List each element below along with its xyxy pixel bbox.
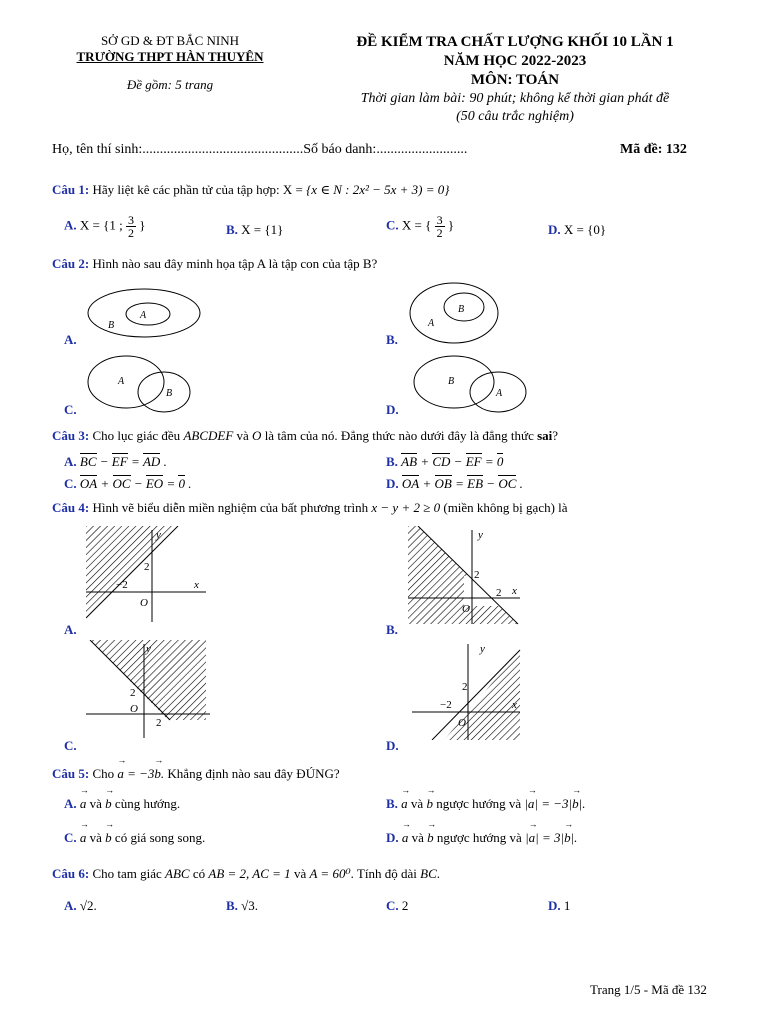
option-letter: B. [386,454,398,469]
q1-set: {x ∈ N : 2x² − 5x + 3) = 0} [306,182,450,197]
q5-va: và [89,830,102,845]
page-count: Đề gồm: 5 trang [126,77,214,92]
graph-d [408,640,524,740]
set-label: A [428,318,435,329]
fraction [126,214,136,239]
svg-text:O: O [140,597,148,609]
frac-den: 2 [436,226,443,240]
svg-text:y: y [156,529,161,541]
option-letter: D. [386,830,399,845]
option-letter: B. [386,796,398,811]
q1-option-c [386,214,454,239]
option-letter: D. [386,476,399,491]
exam-code: Mã đề: 132 [620,142,687,157]
q3-qmark: ? [552,428,559,443]
svg-text:2: 2 [462,681,468,693]
graph-c [86,640,212,740]
q6-triangle: ABC [165,866,190,881]
q1-text: Hãy liệt kê các phần tử của tập hợp: X = [92,182,303,197]
q4-option-c: C. [64,738,77,753]
venn-diagram-c [84,354,194,416]
q3-hexagon: ABCDEF [183,428,234,443]
set-label: A [496,388,503,399]
svg-text:y: y [146,643,151,655]
svg-text:y: y [478,529,483,541]
svg-text:x: x [194,579,199,591]
q3-text: Cho lục giác đều [92,428,181,443]
q2-option-a: A. [64,332,77,347]
svg-text:O: O [462,603,470,615]
option-letter: C. [386,217,399,233]
set-label: B [166,388,173,399]
option-letter: B. [226,222,238,237]
q6-angle: A = 60⁰ [309,866,351,881]
option-text: X = {0} [563,222,607,237]
q6-text: . Tính độ dài [350,866,417,881]
set-label: B [448,376,455,387]
q5-text: Khẳng định nào sau đây ĐÚNG? [167,766,340,781]
option-letter: D. [548,222,561,237]
q6-line: Câu 6: Cho tam giác ABC có AB = 2, AC = 1 và A = 60⁰. Tính độ dài BC. [52,866,440,881]
q3-keyword: sai [537,428,553,443]
q6-text: Cho tam giác [92,866,162,881]
q3-option-d: D. OA + OB = EB − OC . [386,476,523,491]
option-letter: A. [64,796,77,811]
svg-text:−2: −2 [116,579,128,591]
venn-diagram-a [82,286,222,346]
subject: MÔN: TOÁN [470,72,560,88]
q5-va: và [89,796,102,811]
q2-line [52,256,377,272]
q3-label: Câu 3: [52,428,90,443]
venn-diagram-d [408,354,532,416]
q4-option-d: D. [386,738,399,753]
q5-va: và [411,830,424,845]
q6-label: Câu 6: [52,866,90,881]
option-text: √3. [241,898,259,913]
option-text: ngược hướng và [436,796,522,811]
option-letter: C. [64,830,77,845]
q1-line [52,182,449,198]
svg-text:2: 2 [144,561,150,573]
option-text: X = {1 ; [79,217,123,233]
svg-text:2: 2 [130,687,136,699]
q6-condition: AB = 2, AC = 1 [208,866,291,881]
header-right [300,33,730,126]
q2-option-d: D. [386,402,399,417]
option-text: X = {1} [241,222,284,237]
q1-label: Câu 1: [52,182,90,197]
svg-text:x: x [512,699,517,711]
q4-text: (miền không bị gạch) là [443,500,568,515]
option-text-end: } [139,217,146,233]
q6-option-d [548,898,570,914]
option-text: X = { [401,217,432,233]
set-label: B [458,304,465,315]
q6-option-b [226,898,258,914]
q3-option-b: B. AB + CD − EF = 0 [386,454,504,469]
option-text: ngược hướng và [436,830,522,845]
svg-text:O: O [458,717,466,729]
school-name: TRƯỜNG THPT HÀN THUYÊN [76,49,264,64]
time-limit: Thời gian làm bài: 90 phút; không kể thời gian phát đề [360,91,670,106]
set-label: A [118,376,125,387]
frac-den: 2 [127,226,134,240]
option-text: √2. [79,898,97,913]
school-year: NĂM HỌC 2022-2023 [443,53,587,69]
frac-num: 3 [127,213,134,227]
svg-text:y: y [480,643,485,655]
option-letter: A. [64,454,77,469]
q5-text: Cho [92,766,115,781]
q2-text: Hình nào sau đây minh họa tập A là tập con của tập B? [92,256,378,271]
q5-label: Câu 5: [52,766,90,781]
q4-option-a: A. [64,622,77,637]
q5-option-c: C. a → và b → có giá song song. [64,830,205,846]
graph-a [86,526,212,626]
set-label: A [140,310,147,321]
q4-label: Câu 4: [52,500,90,515]
option-letter: A. [64,217,77,233]
option-text: 1 [563,898,571,913]
q3-text: là tâm của nó. Đẳng thức nào dưới đây là đẳng thức [264,428,534,443]
q2-option-c: C. [64,402,77,417]
svg-text:O: O [130,703,138,715]
dept-name: SỞ GD & ĐT BẮC NINH [100,33,240,48]
q3-text: và [236,428,249,443]
q6-option-c [386,898,408,914]
q3-line [52,428,558,444]
q4-option-b: B. [386,622,398,637]
q3-option-c: C. OA + OC − EO = 0 . [64,476,192,491]
option-text: có giá song song. [114,830,206,845]
option-letter: C. [386,898,399,913]
frac-num: 3 [436,213,443,227]
option-letter: D. [548,898,561,913]
q1-option-a [64,214,145,239]
svg-text:2: 2 [474,569,480,581]
fraction [435,214,445,239]
q1-option-d [548,222,606,238]
q6-side: BC [420,866,437,881]
exam-title: ĐỀ KIỂM TRA CHẤT LƯỢNG KHỐI 10 LẦN 1 [356,34,674,50]
option-text: cùng hướng. [114,796,181,811]
svg-text:2: 2 [496,587,502,599]
q5-option-a: A. a → và b → cùng hướng. [64,796,180,812]
option-text: 2 [401,898,409,913]
question-count: (50 câu trắc nghiệm) [456,109,574,124]
header-left [40,33,300,93]
q6-text: và [293,866,307,881]
q5-line: Câu 5: Cho a → = −3b →. Khẳng định nào sau đây ĐÚNG? [52,766,340,782]
q5-option-d: D. a → và b → ngược hướng và |a →| = 3|b →|. [386,830,577,846]
svg-text:−2: −2 [440,699,452,711]
option-letter: A. [64,898,77,913]
graph-b [408,526,524,626]
q5-va: và [410,796,424,811]
q5-option-b: B. a → và b → ngược hướng và |a →| = −3|b →|. [386,796,585,812]
q6-option-a [64,898,97,914]
q3-center: O [252,428,262,443]
q4-text: Hình vẽ biểu diễn miền nghiệm của bất phương trình [92,500,369,515]
option-letter: B. [226,898,238,913]
page-footer: Trang 1/5 - Mã đề 132 [590,982,707,997]
q2-label: Câu 2: [52,256,90,271]
svg-text:x: x [512,585,517,597]
q6-text: có [192,866,206,881]
svg-text:2: 2 [156,717,162,729]
set-label: B [108,320,115,331]
q3-option-a: A. BC − EF = AD . [64,454,167,469]
venn-diagram-b [408,280,508,346]
q4-inequality: x − y + 2 ≥ 0 [371,500,441,515]
q1-option-b [226,222,283,238]
option-letter: C. [64,476,77,491]
q4-line [52,500,568,516]
q2-option-b: B. [386,332,398,347]
student-info-line: Họ, tên thí sinh:..............................................Số báo danh:.......................... [52,142,468,157]
option-text-end: } [447,217,455,233]
